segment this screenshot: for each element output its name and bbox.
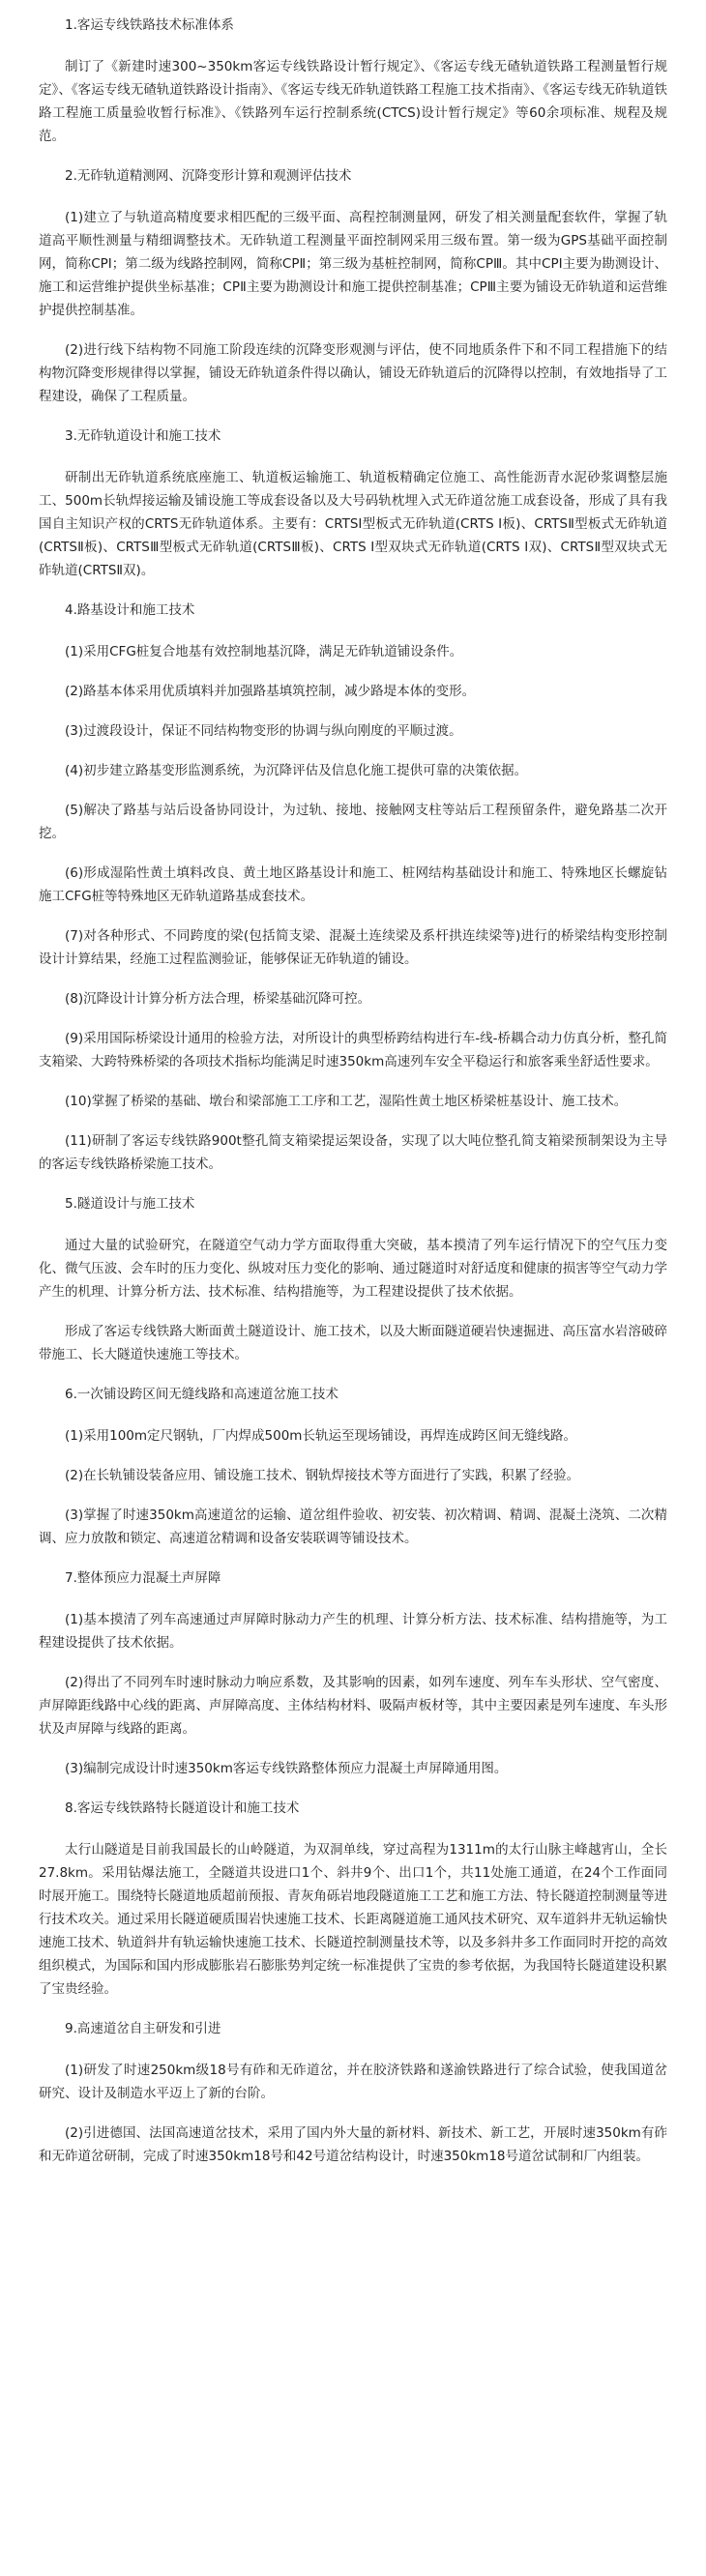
body-paragraph: (5)解决了路基与站后设备协同设计，为过轨、接地、接触网支柱等站后工程预留条件，避免路基二次开挖。 — [39, 803, 667, 841]
section-heading: 8.客运专线铁路特长隧道设计和施工技术 — [65, 1800, 300, 1816]
section-heading: 4.路基设计和施工技术 — [65, 602, 195, 618]
section-heading: 3.无砟轨道设计和施工技术 — [65, 428, 221, 444]
body-paragraph: (6)形成湿陷性黄土填料改良、黄土地区路基设计和施工、桩网结构基础设计和施工、特殊地区长螺旋钻施工CFG桩等特殊地区无砟轨道路基成套技术。 — [39, 865, 667, 904]
body-paragraph: 研制出无砟轨道系统底座施工、轨道板运输施工、轨道板精确定位施工、高性能沥青水泥砂浆调整层施工、500m长轨焊接运输及铺设施工等成套设备以及大号码轨枕埋入式无砟道岔施工成套设备，形成了具有我国自主知识产权的CRTS无砟轨道体系。主要有：CRTSI型板式无砟轨道(CRTS Ⅰ板)、CRTSⅡ型板式无砟轨道(CRTSⅡ板)、CRTSⅢ型板式无砟轨道(CRTSⅢ板)、CRTS Ⅰ型双块式无砟轨道(CRTS Ⅰ双)、CRTSⅡ型双块式无砟轨道(CRTSⅡ双)。 — [39, 470, 667, 578]
body-paragraph: (7)对各种形式、不同跨度的梁(包括简支梁、混凝土连续梁及系杆拱连续梁等)进行的桥梁结构变形控制设计计算结果，经施工过程监测验证，能够保证无砟轨道的铺设。 — [39, 928, 667, 967]
body-paragraph: (9)采用国际桥梁设计通用的检验方法，对所设计的典型桥跨结构进行车-线-桥耦合动力仿真分析，整孔简支箱梁、大跨特殊桥梁的各项技术指标均能满足时速350km高速列车安全平稳运行和旅客乘坐舒适性要求。 — [39, 1031, 667, 1069]
body-paragraph: (2)引进德国、法国高速道岔技术，采用了国内外大量的新材料、新技术、新工艺，开展时速350km有砟和无砟道岔研制，完成了时速350km18号和42号道岔结构设计，时速350km18号道岔试制和厂内组装。 — [39, 2125, 667, 2164]
body-paragraph: 太行山隧道是目前我国最长的山岭隧道，为双洞单线，穿过高程为1311m的太行山脉主峰越宵山，全长27.8km。采用钻爆法施工，全隧道共设进口1个、斜井9个、出口1个，共11处施工通道，在24个工作面同时展开施工。围绕特长隧道地质超前预报、青灰角砾岩地段隧道施工工艺和施工方法、特长隧道控制测量等进行技术攻关。通过采用长隧道硬质围岩快速施工技术、长距离隧道施工通风技术研究、双车道斜井无轨运输快速施工技术、轨道斜井有轨运输快速施工技术、长隧道控制测量技术等，以及多斜井多工作面同时开挖的高效组织模式，为国际和国内形成膨胀岩石膨胀势判定统一标准提供了宝贵的参考依据，为我国特长隧道建设积累了宝贵经验。 — [39, 1842, 667, 1997]
body-paragraph: 制订了《新建时速300~350km客运专线铁路设计暂行规定》、《客运专线无碴轨道铁路工程测量暂行规定》、《客运专线无碴轨道铁路设计指南》、《客运专线无砟轨道铁路工程施工技术指南》、《客运专线无砟轨道铁路工程施工质量验收暂行标准》、《铁路列车运行控制系统(CTCS)设计暂行规定》等60余项标准、规程及规范。 — [39, 59, 667, 144]
body-paragraph: 形成了客运专线铁路大断面黄土隧道设计、施工技术，以及大断面隧道硬岩快速掘进、高压富水岩溶破碎带施工、长大隧道快速施工等技术。 — [39, 1324, 667, 1362]
body-paragraph: (3)编制完成设计时速350km客运专线铁路整体预应力混凝土声屏障通用图。 — [65, 1761, 508, 1776]
body-paragraph: (1)研发了时速250km级18号有砟和无砟道岔，并在胶济铁路和遂渝铁路进行了综合试验，使我国道岔研究、设计及制造水平迈上了新的台阶。 — [39, 2063, 667, 2101]
section-heading: 2.无砟轨道精测网、沉降变形计算和观测评估技术 — [65, 168, 352, 184]
body-paragraph: (10)掌握了桥梁的基础、墩台和梁部施工工序和工艺，湿陷性黄土地区桥梁桩基设计、施工技术。 — [65, 1094, 628, 1109]
body-paragraph: (1)基本摸清了列车高速通过声屏障时脉动力产生的机理、计算分析方法、技术标准、结构措施等，为工程建设提供了技术依据。 — [39, 1612, 667, 1651]
section-heading: 7.整体预应力混凝土声屏障 — [65, 1570, 221, 1586]
body-paragraph: (3)过渡段设计，保证不同结构物变形的协调与纵向刚度的平顺过渡。 — [65, 723, 462, 739]
body-paragraph: (2)得出了不同列车时速时脉动力响应系数，及其影响的因素，如列车速度、列车车头形状、空气密度、声屏障距线路中心线的距离、声屏障高度、主体结构材料、吸隔声板材等，其中主要因素是列车速度、车头形状及声屏障与线路的距离。 — [39, 1675, 667, 1737]
body-paragraph: 通过大量的试验研究，在隧道空气动力学方面取得重大突破，基本摸清了列车运行情况下的空气压力变化、微气压波、会车时的压力变化、纵坡对压力变化的影响、通过隧道时对舒适度和健康的损害等空气动力学产生的机理、计算分析方法、技术标准、结构措施等，为工程建设提供了技术依据。 — [39, 1238, 667, 1300]
body-paragraph: (1)采用CFG桩复合地基有效控制地基沉降，满足无砟轨道铺设条件。 — [65, 644, 463, 659]
body-paragraph: (8)沉降设计计算分析方法合理，桥梁基础沉降可控。 — [65, 991, 371, 1007]
body-paragraph: (11)研制了客运专线铁路900t整孔简支箱梁提运架设备，实现了以大吨位整孔简支箱梁预制架设为主导的客运专线铁路桥梁施工技术。 — [39, 1133, 667, 1172]
section-heading: 5.隧道设计与施工技术 — [65, 1196, 195, 1212]
body-paragraph: (3)掌握了时速350km高速道岔的运输、道岔组件验收、初安装、初次精调、精调、混凝土浇筑、二次精调、应力放散和锁定、高速道岔精调和设备安装联调等铺设技术。 — [39, 1508, 667, 1546]
section-heading: 9.高速道岔自主研发和引进 — [65, 2021, 221, 2036]
body-paragraph: (2)路基本体采用优质填料并加强路基填筑控制，减少路堤本体的变形。 — [65, 684, 476, 699]
section-heading: 6.一次铺设跨区间无缝线路和高速道岔施工技术 — [65, 1387, 338, 1402]
body-paragraph: (2)进行线下结构物不同施工阶段连续的沉降变形观测与评估，使不同地质条件下和不同工程措施下的结构物沉降变形规律得以掌握，铺设无砟轨道条件得以确认，铺设无砟轨道后的沉降得以控制，有效地指导了工程建设，确保了工程质量。 — [39, 342, 667, 404]
body-paragraph: (4)初步建立路基变形监测系统，为沉降评估及信息化施工提供可靠的决策依据。 — [65, 763, 528, 778]
body-paragraph: (2)在长轨铺设装备应用、铺设施工技术、钢轨焊接技术等方面进行了实践，积累了经验。 — [65, 1468, 580, 1483]
body-paragraph: (1)采用100m定尺钢轨，厂内焊成500m长轨运至现场铺设，再焊连成跨区间无缝线路。 — [65, 1428, 576, 1444]
body-paragraph: (1)建立了与轨道高精度要求相匹配的三级平面、高程控制测量网，研发了相关测量配套软件，掌握了轨道高平顺性测量与精细调整技术。无砟轨道工程测量平面控制网采用三级布置。第一级为GPS基础平面控制网，简称CPI；第二级为线路控制网，简称CPⅡ；第三级为基桩控制网，简称CPⅢ。其中CPI主要为勘测设计、施工和运营维护提供坐标基准；CPⅡ主要为勘测设计和施工提供控制基准；CPⅢ主要为铺设无砟轨道和运营维护提供控制基准。 — [39, 210, 667, 318]
section-heading: 1.客运专线铁路技术标准体系 — [65, 17, 234, 33]
